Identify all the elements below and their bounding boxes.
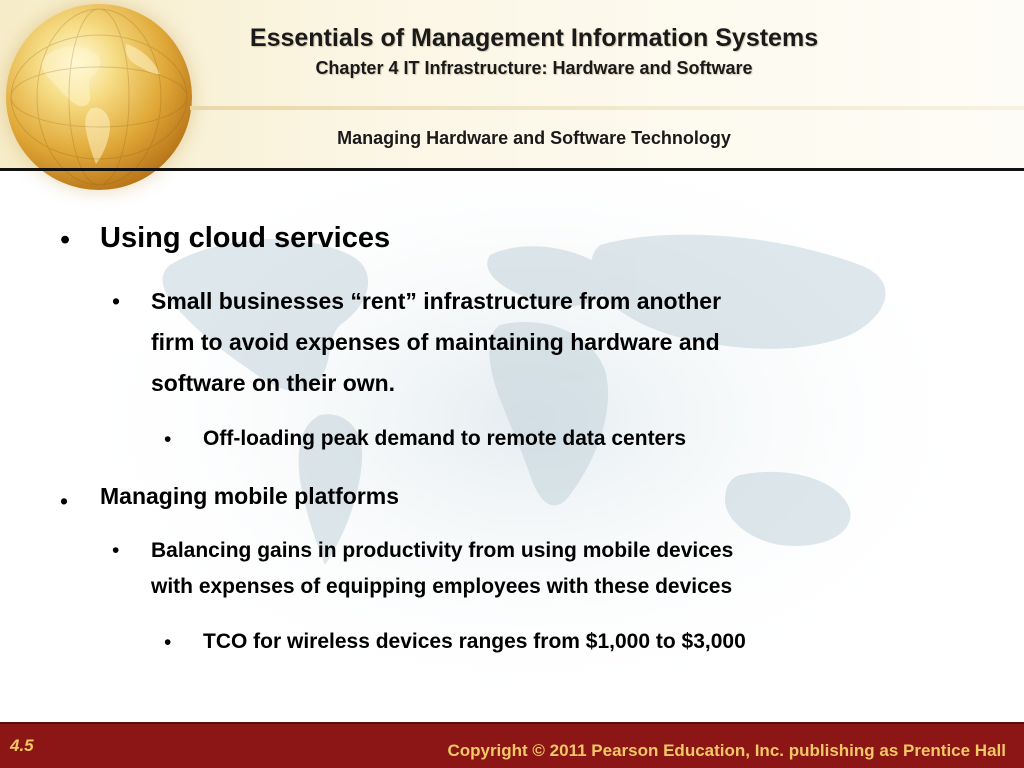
bullet-small-businesses	[151, 281, 721, 404]
bullet-marker: •	[60, 224, 71, 256]
bullet-marker: •	[112, 288, 121, 314]
bullet-marker: •	[112, 539, 120, 562]
copyright-notice: Copyright © 2011 Pearson Education, Inc. publishing as Prentice Hall	[447, 741, 1006, 760]
bullet-managing-mobile-platforms: Managing mobile platforms	[100, 483, 400, 509]
bullet-using-cloud-services: Using cloud services	[100, 222, 391, 254]
bullet-marker: •	[60, 488, 69, 514]
bullet-line: with expenses of equipping employees with these devices	[151, 575, 733, 598]
section-title: Managing Hardware and Software Technology	[337, 128, 731, 148]
chapter-subtitle: Chapter 4 IT Infrastructure: Hardware and Software	[315, 58, 753, 78]
bullet-line: firm to avoid expenses of maintaining hardware and	[151, 329, 720, 355]
slide-number: 4.5	[10, 736, 34, 755]
bullet-marker: •	[164, 428, 172, 451]
bullet-marker: •	[164, 631, 172, 654]
bullet-line: Small businesses “rent” infrastructure from another	[151, 288, 722, 314]
bullet-line: Balancing gains in productivity from using mobile devices	[151, 539, 734, 562]
bullet-line: software on their own.	[151, 370, 396, 396]
bullet-tco-wireless: TCO for wireless devices ranges from $1,000 to $3,000	[203, 630, 746, 653]
presentation-title: Essentials of Management Information Systems	[249, 24, 819, 52]
bullet-balancing-gains	[151, 533, 733, 605]
bullet-offloading-peak-demand: Off-loading peak demand to remote data centers	[203, 427, 687, 450]
